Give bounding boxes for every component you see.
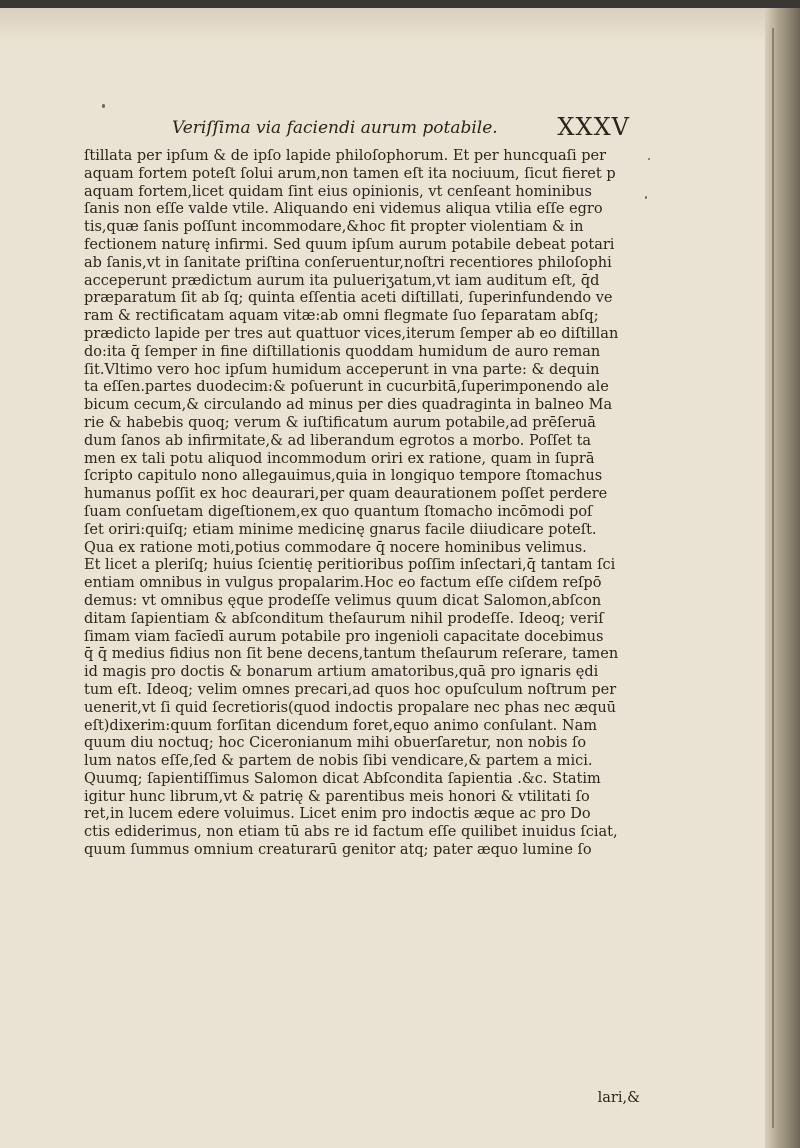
text-line: do:ita q̄ ſemper in fine diſtillationis quoddam humidum de auro reman <box>84 343 601 360</box>
text-line: entiam omnibus in vulgus propalarim.Hoc eo factum eſſe ciſdem reſpō <box>84 575 602 592</box>
text-line: lum natos eſſe,ſed & partem de nobis ſibi vendicare,& partem a mici. <box>84 753 593 770</box>
text-line: ſtillata per ipſum & de ipſo lapide philoſophorum. Et per huncquaſi per <box>84 148 607 164</box>
text-line: id magis pro doctis & bonarum artium amatoribus,quā pro ignaris ędi <box>84 664 599 681</box>
catchword: lari,& <box>597 1090 640 1106</box>
text-line: humanus poſſit ex hoc deaurari,per quam deaurationem poſſet perdere <box>84 486 608 503</box>
text-line: eſt)dixerim:quum forſitan dicendum foret,equo animo conſulant. Nam <box>84 717 597 734</box>
text-block <box>84 148 632 860</box>
text-line: ctis ediderimus, non etiam tū abs re id factum eſſe quilibet inuidus ſciat, <box>84 824 618 841</box>
text-line: ta eſſen.partes duodecim:& poſuerunt in cucurbitā,ſuperimponendo ale <box>84 379 609 396</box>
folio-number: XXXV <box>557 113 630 141</box>
text-line: ſimam viam facīedī aurum potabile pro ingenioli capacitate docebimus <box>84 628 604 645</box>
text-line: quum ſummus omnium creaturarū genitor atq; pater æquo lumine ſo <box>84 842 592 859</box>
gutter-fold-line <box>772 28 774 1128</box>
text-line: tis,quæ ſanis poſſunt incommodare,&hoc fit propter violentiam & in <box>84 219 584 236</box>
page-top-edge <box>0 8 800 42</box>
text-line: fectionem naturę infirmi. Sed quum ipſum aurum potabile debeat potari <box>84 236 615 253</box>
text-line: Quumq; ſapientiſſimus Salomon dicat Abſcondita ſapientia .&c. Statim <box>84 770 601 787</box>
text-line: rie & habebis quoq; verum & iuſtificatum aurum potabile,ad prēſeruā <box>84 414 596 431</box>
text-line: aquam fortem,licet quidam ſint eius opinionis, vt cenſeant hominibus <box>84 183 592 200</box>
text-line: igitur hunc librum,vt & patrię & parentibus meis honori & vtilitati ſo <box>84 788 590 805</box>
book-gutter <box>765 8 800 1148</box>
book-page <box>0 8 800 1148</box>
text-line: ret,in lucem edere voluimus. Licet enim pro indoctis æque ac pro Do <box>84 806 591 823</box>
text-line: ditam ſapientiam & abſconditum theſaurum nihil prodeſſe. Ideoq; veriſ <box>84 610 604 627</box>
text-line: aquam fortem poteſt ſolui arum,non tamen eſt ita nociuum, ſicut fieret p <box>84 165 616 182</box>
text-line: dum ſanos ab infirmitate,& ad liberandum egrotos a morbo. Poſſet ta <box>84 432 592 449</box>
text-line: ſcripto capitulo nono allegauimus,quia in longiquo tempore ſtomachus <box>84 468 603 485</box>
text-line: Et licet a pleriſq; huius ſcientię peritioribus poſſim inſectari,q̄ tantam ſci <box>84 557 616 574</box>
ink-fleck <box>645 196 647 199</box>
text-line: ab ſanis,vt in ſanitate priſtina conſeruentur,noſtri recentiores philoſophi <box>84 254 612 271</box>
text-line: demus: vt omnibus ęque prodeſſe velimus quum dicat Salomon,abſcon <box>84 592 602 609</box>
text-line: ſit.Vltimo vero hoc ipſum humidum acceperunt in vna parte: & dequin <box>84 361 600 378</box>
running-title: Veriſſima via faciendi aurum potabile. <box>172 118 498 138</box>
text-line: bicum cecum,& circulando ad minus per dies quadraginta in balneo Ma <box>84 397 613 414</box>
text-line: præparatum ſit ab ſq; quinta eſſentia aceti diſtillati, ſuperinfundendo ve <box>84 290 613 307</box>
text-line: Qua ex ratione moti,potius commodare q̄ nocere hominibus velimus. <box>84 539 587 556</box>
ink-fleck <box>102 104 105 108</box>
ink-fleck <box>648 158 650 160</box>
text-line: ſuam conſuetam digeſtionem,ex quo quantum ſtomacho incōmodi poſ <box>84 503 593 520</box>
text-line: men ex tali potu aliquod incommodum oriri ex ratione, quam in ſuprā <box>84 450 595 467</box>
text-line: quum diu noctuq; hoc Ciceronianum mihi obuerſaretur, non nobis ſo <box>84 735 587 752</box>
text-line: ram & rectificatam aquam vitæ:ab omni flegmate ſuo ſeparatam abſq; <box>84 308 599 325</box>
text-line: tum eſt. Ideoq; velim omnes precari,ad quos hoc opuſculum noſtrum per <box>84 681 617 698</box>
text-line: prædicto lapide per tres aut quattuor vices,iterum ſemper ab eo diſtillan <box>84 325 619 342</box>
text-line: uenerit,vt ſi quid ſecretioris(quod indoctis propalare nec phas nec æquū <box>84 699 617 716</box>
text-line: ſet oriri:quiſq; etiam minime medicinę gnarus facile diiudicare poteſt. <box>84 521 597 538</box>
text-line: q̄ q̄ medius fidius non ſit bene decens,tantum theſaurum reſerare, tamen <box>84 646 619 663</box>
text-line: acceperunt prædictum aurum ita pulueriʒatum,vt iam auditum eſt, q̄d <box>84 272 600 289</box>
text-line: ſanis non eſſe valde vtile. Aliquando eni videmus aliqua vtilia eſſe egro <box>84 201 603 218</box>
